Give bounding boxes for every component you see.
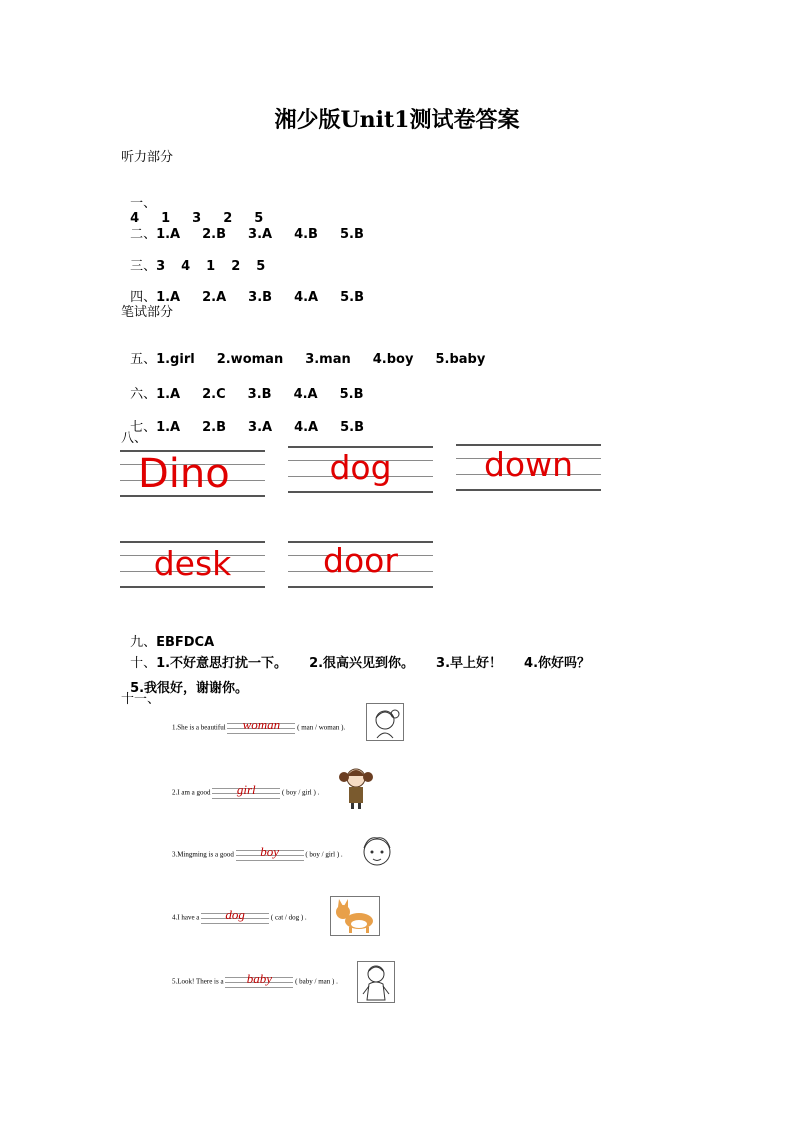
answer-dog: dog	[225, 907, 245, 922]
section-11-label: 十一、	[121, 692, 161, 707]
section-10: 十、1.不好意思打扰一下。 2.很高兴见到你。 3.早上好！ 4.你好吗？	[130, 656, 591, 671]
section-4: 四、1.A 2.A 3.B 4.A 5.B	[130, 290, 365, 305]
word-down: down	[483, 445, 574, 484]
s11-row-3: 3.Mingming is a good boy ( boy / girl ) .	[172, 844, 343, 859]
answer-baby: baby	[246, 971, 272, 986]
boy-picture-icon	[354, 833, 390, 869]
section-9: 九、EBFDCA	[130, 635, 215, 650]
s11-row-2: 2.I am a good girl ( boy / girl ) .	[172, 782, 320, 797]
corgi-dog-picture-icon	[330, 896, 380, 936]
writing-box-dog	[288, 446, 433, 492]
girl-picture-icon	[338, 764, 374, 800]
writing-box-dino	[120, 450, 265, 496]
listening-header: 听力部分	[121, 150, 174, 165]
s11-row-1: 1.She is a beautiful woman ( man / woman ).	[172, 717, 346, 732]
s11-row-5: 5.Look! There is a baby ( baby / man ) .	[172, 971, 338, 986]
word-door: door	[323, 541, 398, 580]
answer-boy: boy	[260, 844, 279, 859]
word-desk: desk	[153, 544, 232, 583]
page-title: 湘少版Unit1测试卷答案	[274, 107, 520, 133]
writing-box-down	[456, 444, 601, 490]
word-dog: dog	[329, 448, 392, 487]
answer-woman: woman	[242, 717, 281, 732]
answer-girl: girl	[236, 782, 256, 797]
writing-box-desk	[120, 541, 265, 587]
section-6: 六、1.A 2.C 3.B 4.A 5.B	[130, 387, 364, 402]
section-10-line2: 5.我很好，谢谢你。	[130, 681, 249, 696]
section-1: 一、 4 1 3 2 5	[130, 196, 264, 226]
s11-row-4: 4.I have a dog ( cat / dog ) .	[172, 907, 307, 922]
section-5: 五、1.girl 2.woman 3.man 4.boy 5.baby	[130, 352, 486, 367]
section-8-label: 八、	[121, 431, 148, 446]
writing-header: 笔试部分	[121, 305, 174, 320]
baby-picture-icon	[357, 961, 395, 1003]
section-7: 七、1.A 2.B 3.A 4.A 5.B	[130, 420, 365, 435]
section-2: 二、1.A 2.B 3.A 4.B 5.B	[130, 227, 364, 242]
section-3: 三、3 4 1 2 5	[130, 259, 266, 274]
word-dino: Dino	[138, 451, 230, 497]
writing-box-door	[288, 541, 433, 587]
woman-picture-icon	[366, 703, 404, 741]
